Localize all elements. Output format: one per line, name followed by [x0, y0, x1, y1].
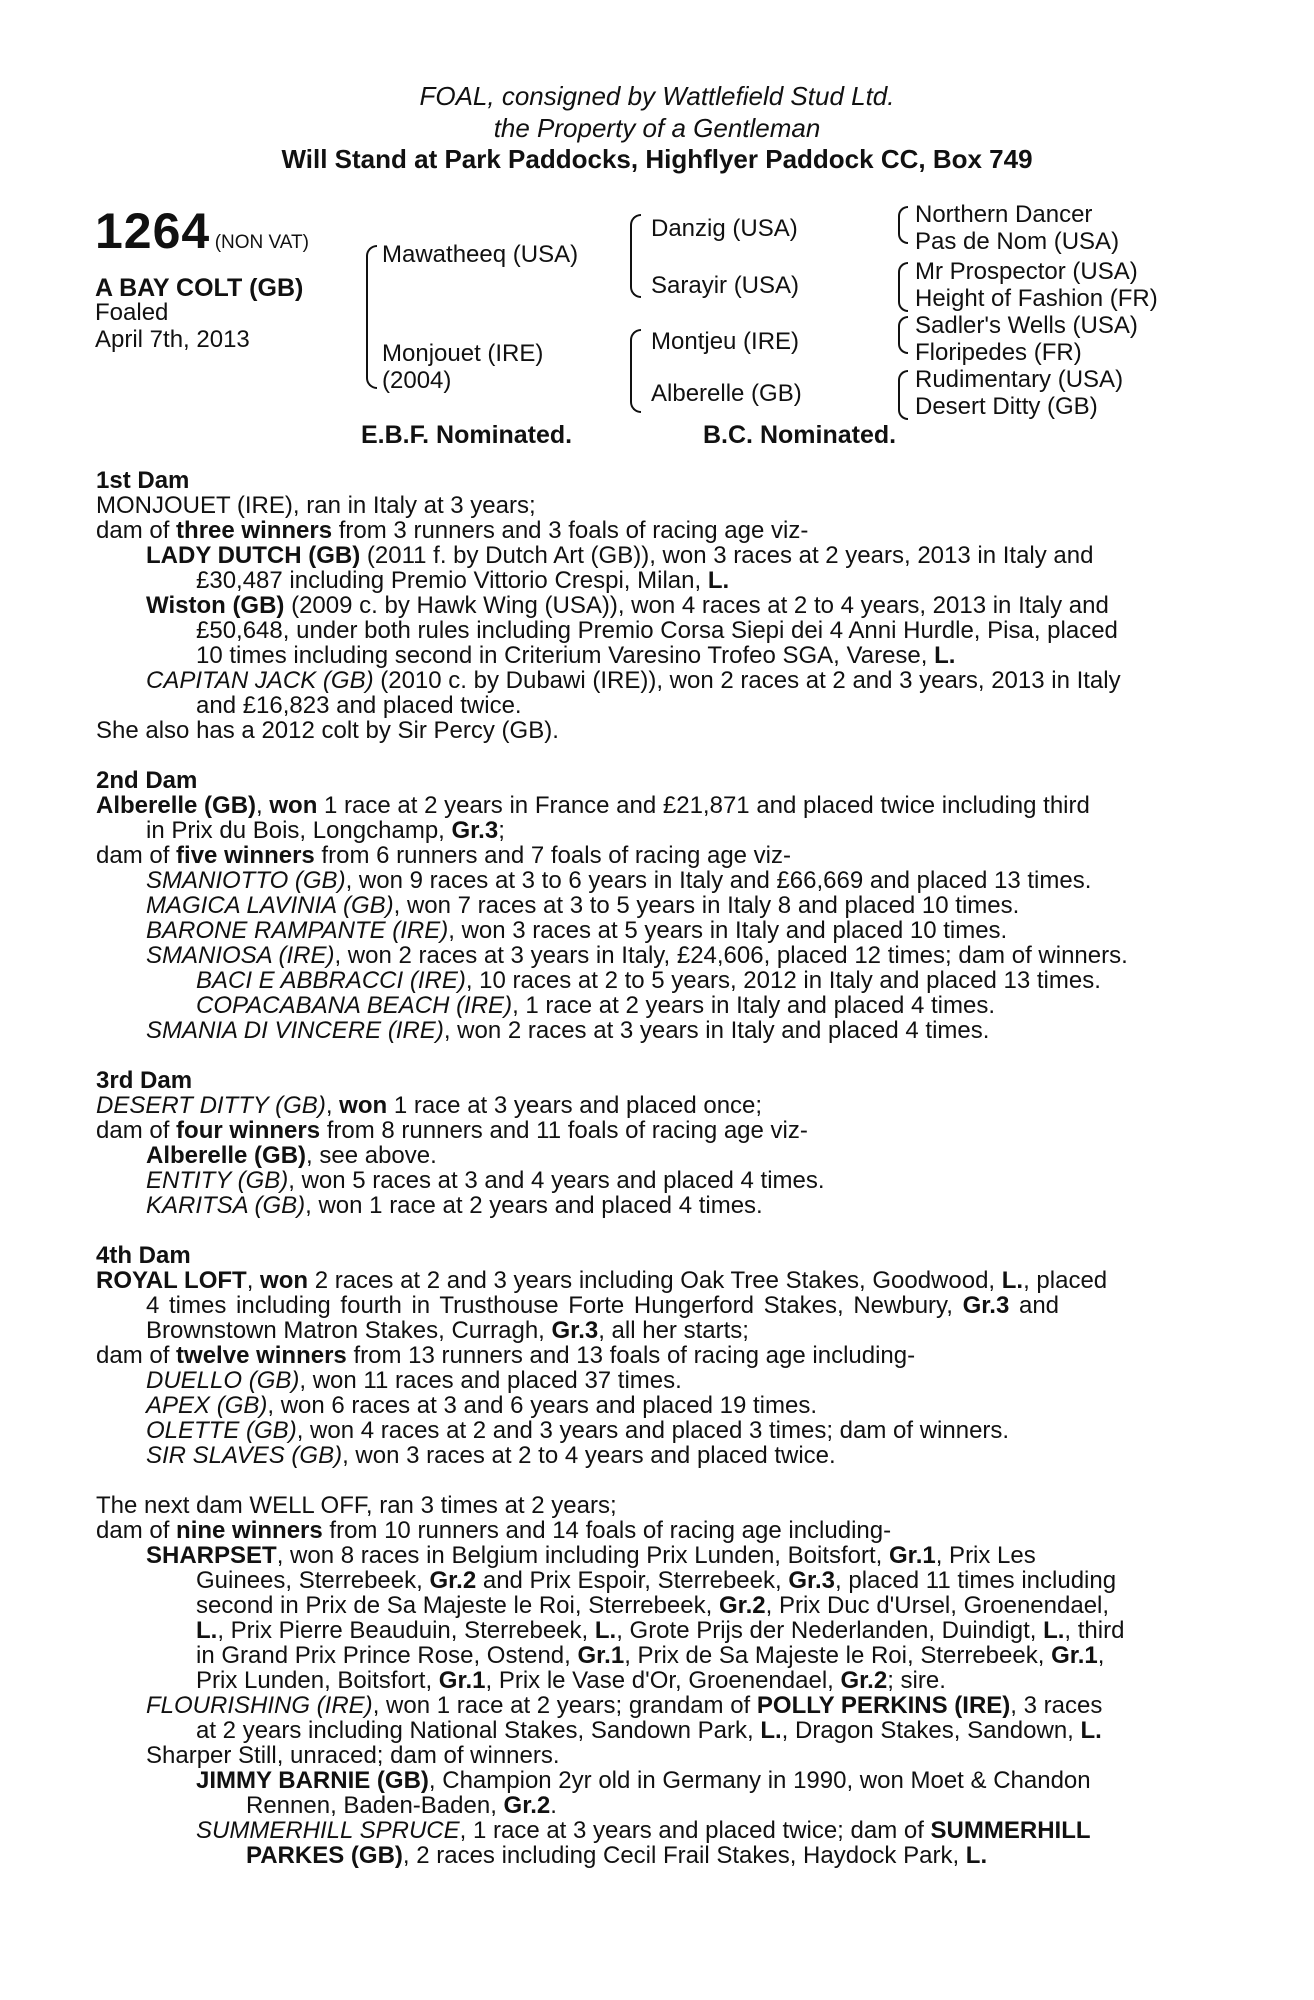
- produce-entry-cont: and £16,823 and placed twice.: [196, 692, 522, 719]
- pedigree-brace-sire: [630, 214, 641, 298]
- fourth-dam-line: ROYAL LOFT, won 2 races at 2 and 3 years including Oak Tree Stakes, Goodwood, L., placed: [96, 1267, 1108, 1294]
- produce-entry: SMANIOSA (IRE), won 2 races at 3 years in Italy, £24,606, placed 12 times; dam of winners.: [146, 942, 1128, 969]
- produce-entry: Sharper Still, unraced; dam of winners.: [146, 1742, 560, 1769]
- produce-entry: Alberelle (GB), see above.: [146, 1142, 437, 1169]
- produce-entry: ENTITY (GB), won 5 races at 3 and 4 years and placed 4 times.: [146, 1167, 825, 1194]
- grandsire-3: Sadler's Wells (USA): [915, 312, 1138, 339]
- dam-name: Monjouet (IRE): [382, 340, 544, 367]
- produce-entry-sub-cont: Rennen, Baden-Baden, Gr.2.: [246, 1792, 557, 1819]
- pedigree-brace-g4: [898, 370, 908, 420]
- first-dam-heading: 1st Dam: [96, 467, 190, 494]
- bc-nominated: B.C. Nominated.: [703, 421, 897, 449]
- first-dam-note: She also has a 2012 colt by Sir Percy (GB).: [96, 717, 559, 744]
- horse-name: A BAY COLT (GB): [95, 274, 304, 302]
- produce-entry: SIR SLAVES (GB), won 3 races at 2 to 4 years and placed twice.: [146, 1442, 836, 1469]
- produce-entry-cont: Guinees, Sterrebeek, Gr.2 and Prix Espoir, Sterrebeek, Gr.3, placed 11 times including: [196, 1567, 1117, 1594]
- next-dam-line: The next dam WELL OFF, ran 3 times at 2 years;: [96, 1492, 617, 1519]
- granddam-3: Floripedes (FR): [915, 339, 1082, 366]
- granddam-4: Desert Ditty (GB): [915, 393, 1098, 420]
- fourth-dam-line-cont: Brownstown Matron Stakes, Curragh, Gr.3, all her starts;: [146, 1317, 749, 1344]
- second-dam-line: Alberelle (GB), won 1 race at 2 years in France and £21,871 and placed twice including third: [96, 792, 1090, 819]
- produce-entry: SHARPSET, won 8 races in Belgium including Prix Lunden, Boitsfort, Gr.1, Prix Les: [146, 1542, 1036, 1569]
- produce-entry: DUELLO (GB), won 11 races and placed 37 times.: [146, 1367, 682, 1394]
- pedigree-brace-g1: [898, 206, 908, 244]
- foaled-date: April 7th, 2013: [95, 326, 250, 353]
- grandsire-1: Northern Dancer: [915, 201, 1093, 228]
- produce-entry-cont: Prix Lunden, Boitsfort, Gr.1, Prix le Vase d'Or, Groenendael, Gr.2; sire.: [196, 1667, 946, 1694]
- first-dam-produce-summary: dam of three winners from 3 runners and 3 foals of racing age viz-: [96, 517, 809, 544]
- produce-entry: SMANIA DI VINCERE (IRE), won 2 races at 3 years in Italy and placed 4 times.: [146, 1017, 990, 1044]
- produce-entry: LADY DUTCH (GB) (2011 f. by Dutch Art (GB)), won 3 races at 2 years, 2013 in Italy and: [146, 542, 1094, 569]
- produce-entry: SMANIOTTO (GB), won 9 races at 3 to 6 years in Italy and £66,669 and placed 13 times.: [146, 867, 1092, 894]
- produce-entry-sub: BACI E ABBRACCI (IRE), 10 races at 2 to 5 years, 2012 in Italy and placed 13 times.: [196, 967, 1101, 994]
- produce-entry: APEX (GB), won 6 races at 3 and 6 years and placed 19 times.: [146, 1392, 818, 1419]
- grandsire-2: Mr Prospector (USA): [915, 258, 1138, 285]
- produce-entry: KARITSA (GB), won 1 race at 2 years and placed 4 times.: [146, 1192, 763, 1219]
- consignor-line: FOAL, consigned by Wattlefield Stud Ltd.: [419, 81, 895, 111]
- grandsire-4: Rudimentary (USA): [915, 366, 1124, 393]
- lot-header: [95, 202, 309, 260]
- granddam-1: Pas de Nom (USA): [915, 228, 1120, 255]
- dam-dam-name: Alberelle (GB): [651, 380, 802, 407]
- first-dam-line: MONJOUET (IRE), ran in Italy at 3 years;: [96, 492, 536, 519]
- ebf-nominated: E.B.F. Nominated.: [361, 421, 573, 449]
- property-line: the Property of a Gentleman: [493, 113, 821, 143]
- produce-entry-cont: in Grand Prix Prince Rose, Ostend, Gr.1, Prix de Sa Majeste le Roi, Sterrebeek, Gr.1,: [196, 1642, 1105, 1669]
- next-dam-produce-summary: dam of nine winners from 10 runners and 14 foals of racing age including-: [96, 1517, 892, 1544]
- second-dam-heading: 2nd Dam: [96, 767, 198, 794]
- dam-year: (2004): [382, 367, 452, 394]
- pedigree-brace-g3: [898, 316, 908, 354]
- third-dam-heading: 3rd Dam: [96, 1067, 193, 1094]
- produce-entry-sub: COPACABANA BEACH (IRE), 1 race at 2 years in Italy and placed 4 times.: [196, 992, 995, 1019]
- produce-entry-cont: at 2 years including National Stakes, Sandown Park, L., Dragon Stakes, Sandown, L.: [196, 1717, 1102, 1744]
- sire-sire-name: Danzig (USA): [651, 215, 798, 242]
- produce-entry: MAGICA LAVINIA (GB), won 7 races at 3 to 5 years in Italy 8 and placed 10 times.: [146, 892, 1020, 919]
- lot-number: 1264: [95, 203, 211, 259]
- produce-entry-sub: JIMMY BARNIE (GB), Champion 2yr old in Germany in 1990, won Moet & Chandon: [196, 1767, 1091, 1794]
- produce-entry-cont: £50,648, under both rules including Premio Corsa Siepi dei 4 Anni Hurdle, Pisa, placed: [196, 617, 1118, 644]
- second-dam-produce-summary: dam of five winners from 6 runners and 7 foals of racing age viz-: [96, 842, 792, 869]
- produce-entry: BARONE RAMPANTE (IRE), won 3 races at 5 years in Italy and placed 10 times.: [146, 917, 1008, 944]
- third-dam-produce-summary: dam of four winners from 8 runners and 11 foals of racing age viz-: [96, 1117, 808, 1144]
- sire-name: Mawatheeq (USA): [382, 241, 579, 268]
- vat-status: (NON VAT): [214, 232, 309, 253]
- pedigree-brace-parents: [366, 245, 377, 389]
- foaled-label: Foaled: [95, 299, 169, 326]
- fourth-dam-produce-summary: dam of twelve winners from 13 runners and 13 foals of racing age including-: [96, 1342, 916, 1369]
- dam-line-body: [96, 468, 1196, 1868]
- stand-location-line: Will Stand at Park Paddocks, Highflyer Paddock CC, Box 749: [281, 144, 1033, 174]
- fourth-dam-heading: 4th Dam: [96, 1242, 191, 1269]
- produce-entry-sub-cont: PARKES (GB), 2 races including Cecil Frail Stakes, Haydock Park, L.: [246, 1842, 988, 1869]
- third-dam-line: DESERT DITTY (GB), won 1 race at 3 years and placed once;: [96, 1092, 763, 1119]
- produce-entry: FLOURISHING (IRE), won 1 race at 2 years; grandam of POLLY PERKINS (IRE), 3 races: [146, 1692, 1103, 1719]
- produce-entry-sub: SUMMERHILL SPRUCE, 1 race at 3 years and placed twice; dam of SUMMERHILL: [196, 1817, 1091, 1844]
- produce-entry-cont: 10 times including second in Criterium Varesino Trofeo SGA, Varese, L.: [196, 642, 956, 669]
- produce-entry: OLETTE (GB), won 4 races at 2 and 3 years and placed 3 times; dam of winners.: [146, 1417, 1010, 1444]
- produce-entry-cont: L., Prix Pierre Beauduin, Sterrebeek, L., Grote Prijs der Nederlanden, Duindigt, L., third: [196, 1617, 1125, 1644]
- produce-entry: CAPITAN JACK (GB) (2010 c. by Dubawi (IRE)), won 2 races at 2 and 3 years, 2013 in Italy: [146, 667, 1121, 694]
- sire-dam-name: Sarayir (USA): [651, 272, 800, 299]
- pedigree-brace-dam: [630, 329, 641, 413]
- produce-entry-cont: second in Prix de Sa Majeste le Roi, Sterrebeek, Gr.2, Prix Duc d'Ursel, Groenendael,: [196, 1592, 1110, 1619]
- dam-sire-name: Montjeu (IRE): [651, 328, 800, 355]
- produce-entry-cont: £30,487 including Premio Vittorio Crespi, Milan, L.: [196, 567, 730, 594]
- granddam-2: Height of Fashion (FR): [915, 285, 1158, 312]
- produce-entry: Wiston (GB) (2009 c. by Hawk Wing (USA)), won 4 races at 2 to 4 years, 2013 in Italy and: [146, 592, 1109, 619]
- second-dam-line-cont: in Prix du Bois, Longchamp, Gr.3;: [146, 817, 505, 844]
- fourth-dam-line-cont: 4 times including fourth in Trusthouse Forte Hungerford Stakes, Newbury, Gr.3 and: [146, 1292, 1060, 1319]
- pedigree-brace-g2: [898, 262, 908, 312]
